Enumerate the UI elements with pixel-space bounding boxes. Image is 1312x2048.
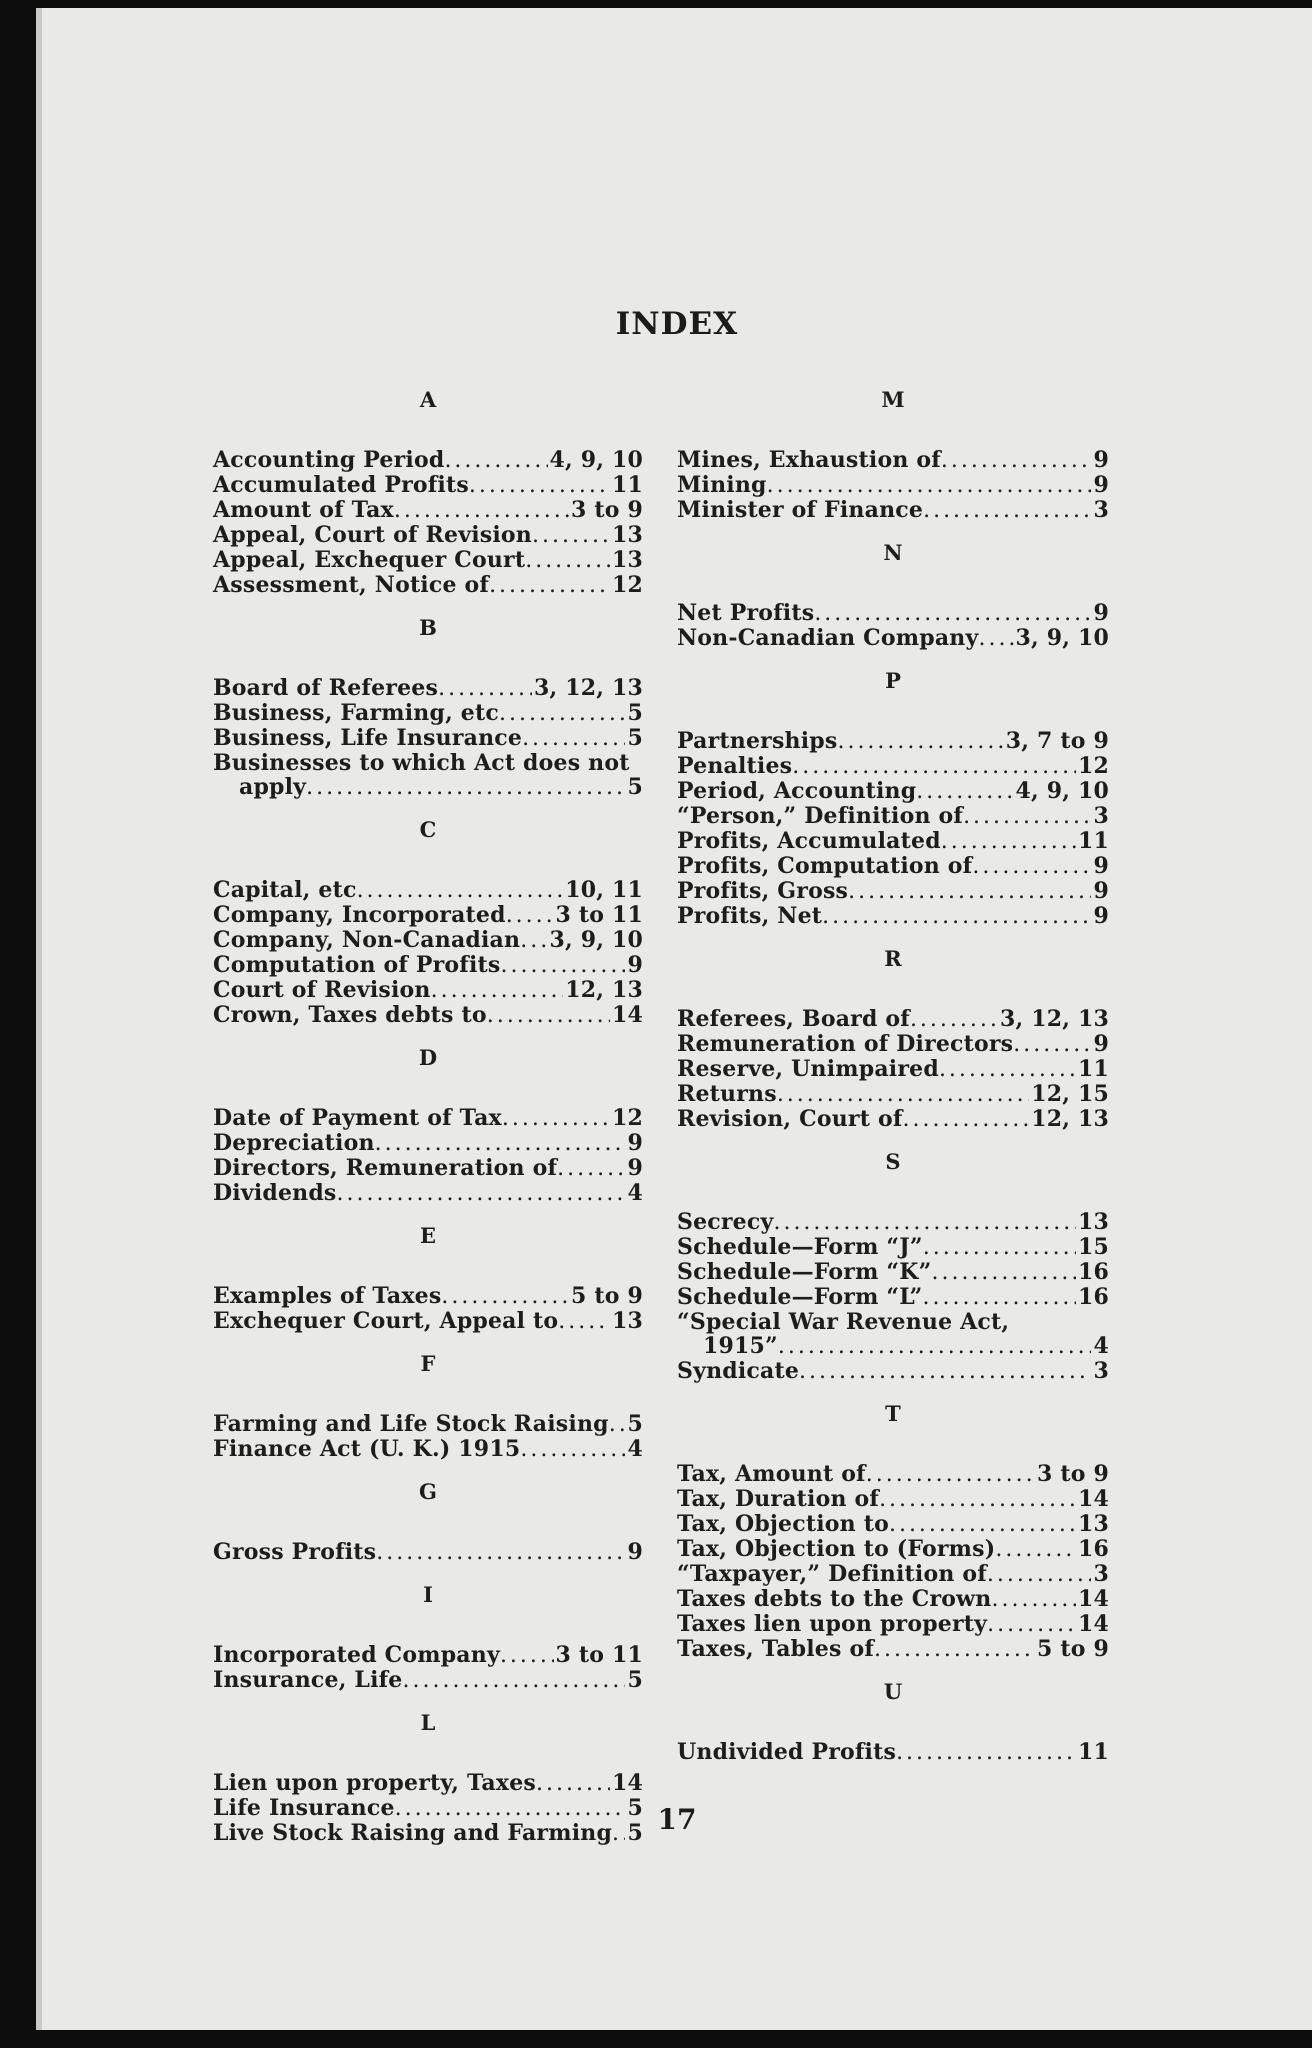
entry-pages: 12 bbox=[611, 572, 643, 598]
index-section-r bbox=[677, 947, 1109, 1132]
entry-pages: 14 bbox=[611, 1002, 643, 1028]
entry-text: Exchequer Court, Appeal to bbox=[213, 1308, 559, 1334]
entry-text: Taxes lien upon property bbox=[677, 1611, 988, 1637]
dot-leader bbox=[431, 979, 564, 1003]
index-entry bbox=[677, 754, 1109, 779]
document-page bbox=[36, 8, 1312, 2030]
index-entry bbox=[213, 548, 643, 573]
entry-continuation bbox=[213, 775, 643, 800]
page-title: INDEX bbox=[615, 306, 739, 342]
index-entry bbox=[677, 1007, 1109, 1032]
index-entry bbox=[677, 729, 1109, 754]
index-entry bbox=[677, 1235, 1109, 1260]
entry-pages: 5 bbox=[627, 1411, 643, 1437]
entry-pages: 9 bbox=[1093, 1031, 1109, 1057]
dot-leader bbox=[532, 524, 610, 548]
dot-leader bbox=[837, 730, 1003, 754]
index-entry bbox=[213, 573, 643, 598]
dot-leader bbox=[972, 855, 1091, 879]
index-entry bbox=[213, 1643, 643, 1668]
dot-leader bbox=[502, 1107, 610, 1131]
entry-pages: 15 bbox=[1077, 1234, 1109, 1260]
index-section-g bbox=[213, 1480, 643, 1565]
index-entry bbox=[213, 1412, 643, 1437]
entry-continuation bbox=[677, 1334, 1109, 1359]
dot-leader bbox=[558, 1310, 610, 1334]
dot-leader bbox=[441, 1285, 569, 1309]
entry-pages: 3 to 11 bbox=[555, 902, 643, 928]
entry-text: Dividends bbox=[213, 1180, 337, 1206]
dot-leader bbox=[438, 677, 532, 701]
dot-leader bbox=[489, 574, 610, 598]
index-entry bbox=[213, 928, 643, 953]
entry-pages: 13 bbox=[611, 547, 643, 573]
entry-text: Reserve, Unimpaired bbox=[677, 1056, 939, 1082]
index-section-a bbox=[213, 388, 643, 598]
index-entry bbox=[677, 1057, 1109, 1082]
page-number: 17 bbox=[657, 1803, 697, 1836]
entry-text: Appeal, Court of Revision bbox=[213, 522, 532, 548]
dot-leader bbox=[889, 1513, 1076, 1537]
entry-pages: 5 bbox=[627, 1795, 643, 1821]
entry-pages: 9 bbox=[627, 1155, 643, 1181]
entry-text: “Special War Revenue Act, bbox=[677, 1309, 1010, 1335]
index-column-right bbox=[677, 388, 1109, 1765]
index-entry bbox=[677, 1612, 1109, 1637]
section-letter: R bbox=[884, 946, 902, 971]
dot-leader bbox=[777, 1083, 1029, 1107]
dot-leader bbox=[557, 1157, 625, 1181]
entry-pages: 5 to 9 bbox=[1037, 1636, 1109, 1662]
entry-text: Live Stock Raising and Farming bbox=[213, 1820, 613, 1846]
index-column-left bbox=[213, 388, 643, 1846]
dot-leader bbox=[500, 954, 625, 978]
dot-leader bbox=[916, 780, 1013, 804]
entry-text: Incorporated Company bbox=[213, 1642, 500, 1668]
entry-text: Returns bbox=[677, 1081, 777, 1107]
entry-text-continued: apply bbox=[239, 774, 307, 800]
index-entry bbox=[677, 1082, 1109, 1107]
entry-text: Depreciation bbox=[213, 1130, 375, 1156]
dot-leader bbox=[995, 1538, 1076, 1562]
index-entry bbox=[213, 1106, 643, 1131]
section-letter: D bbox=[418, 1045, 438, 1070]
entry-pages: 11 bbox=[1077, 1056, 1109, 1082]
entry-pages: 12, 13 bbox=[1031, 1106, 1109, 1132]
index-entry bbox=[213, 751, 643, 800]
index-entry bbox=[677, 779, 1109, 804]
entry-text: Date of Payment of Tax bbox=[213, 1105, 502, 1131]
entry-pages: 12, 13 bbox=[565, 977, 643, 1003]
section-letter: F bbox=[420, 1351, 436, 1376]
dot-leader bbox=[910, 1008, 998, 1032]
entry-text: Life Insurance bbox=[213, 1795, 395, 1821]
entry-pages: 16 bbox=[1077, 1284, 1109, 1310]
index-entry bbox=[213, 1309, 643, 1334]
entry-pages: 13 bbox=[1077, 1511, 1109, 1537]
index-entry bbox=[213, 498, 643, 523]
entry-text: Farming and Life Stock Raising bbox=[213, 1411, 609, 1437]
index-entry bbox=[677, 1537, 1109, 1562]
index-entry bbox=[677, 1285, 1109, 1310]
entry-text: Crown, Taxes debts to bbox=[213, 1002, 487, 1028]
entry-text: Minister of Finance bbox=[677, 497, 924, 523]
entry-pages: 5 bbox=[627, 774, 643, 800]
section-letter: S bbox=[885, 1149, 901, 1174]
section-letter: P bbox=[885, 668, 901, 693]
entry-text: Computation of Profits bbox=[213, 952, 501, 978]
dot-leader bbox=[394, 499, 569, 523]
index-entry bbox=[677, 448, 1109, 473]
index-section-s bbox=[677, 1150, 1109, 1384]
entry-pages: 3 bbox=[1093, 497, 1109, 523]
entry-text: Period, Accounting bbox=[677, 778, 917, 804]
entry-text: Revision, Court of bbox=[677, 1106, 903, 1132]
dot-leader bbox=[879, 1488, 1076, 1512]
entry-pages: 5 bbox=[627, 700, 643, 726]
dot-leader bbox=[923, 1286, 1076, 1310]
dot-leader bbox=[375, 1132, 626, 1156]
entry-text: Accounting Period bbox=[213, 447, 445, 473]
entry-pages: 14 bbox=[1077, 1586, 1109, 1612]
index-section-b bbox=[213, 616, 643, 800]
entry-text: Company, Non-Canadian bbox=[213, 927, 521, 953]
entry-pages: 4 bbox=[1093, 1333, 1109, 1359]
dot-leader bbox=[866, 1463, 1035, 1487]
entry-pages: 5 to 9 bbox=[571, 1283, 643, 1309]
entry-pages: 9 bbox=[1093, 447, 1109, 473]
index-entry bbox=[677, 1359, 1109, 1384]
index-entry bbox=[677, 1310, 1109, 1359]
entry-text: Appeal, Exchequer Court bbox=[213, 547, 526, 573]
dot-leader bbox=[487, 1004, 610, 1028]
entry-text: Accumulated Profits bbox=[213, 472, 469, 498]
dot-leader bbox=[609, 1413, 626, 1437]
dot-leader bbox=[499, 702, 626, 726]
section-letter: M bbox=[881, 387, 905, 412]
entry-text: Court of Revision bbox=[213, 977, 431, 1003]
section-letter: C bbox=[419, 817, 437, 842]
index-section-e bbox=[213, 1224, 643, 1334]
entry-pages: 3 bbox=[1093, 1358, 1109, 1384]
dot-leader bbox=[978, 627, 1013, 651]
index-entry bbox=[213, 878, 643, 903]
dot-leader bbox=[923, 499, 1091, 523]
entry-pages: 4 bbox=[627, 1180, 643, 1206]
index-entry bbox=[677, 854, 1109, 879]
index-entry bbox=[677, 1637, 1109, 1662]
entry-pages: 3 to 9 bbox=[1037, 1461, 1109, 1487]
entry-pages: 9 bbox=[627, 1539, 643, 1565]
entry-text: Lien upon property, Taxes bbox=[213, 1770, 536, 1796]
entry-pages: 12 bbox=[611, 1105, 643, 1131]
index-entry bbox=[213, 978, 643, 1003]
dot-leader bbox=[987, 1563, 1092, 1587]
entry-text: Net Profits bbox=[677, 600, 815, 626]
dot-leader bbox=[814, 602, 1091, 626]
entry-text: Penalties bbox=[677, 753, 793, 779]
entry-text: Examples of Taxes bbox=[213, 1283, 442, 1309]
entry-text: Mines, Exhaustion of bbox=[677, 447, 941, 473]
dot-leader bbox=[799, 1360, 1091, 1384]
section-letter: A bbox=[419, 387, 437, 412]
entry-text: Capital, etc bbox=[213, 877, 357, 903]
index-entry bbox=[677, 1260, 1109, 1285]
dot-leader bbox=[941, 830, 1076, 854]
index-entry bbox=[677, 1562, 1109, 1587]
entry-pages: 16 bbox=[1077, 1536, 1109, 1562]
dot-leader bbox=[522, 727, 625, 751]
dot-leader bbox=[767, 474, 1092, 498]
entry-pages: 9 bbox=[1093, 472, 1109, 498]
index-entry bbox=[213, 1771, 643, 1796]
index-entry bbox=[213, 701, 643, 726]
index-entry bbox=[213, 903, 643, 928]
entry-pages: 5 bbox=[627, 1667, 643, 1693]
entry-pages: 13 bbox=[1077, 1209, 1109, 1235]
entry-text: Profits, Accumulated bbox=[677, 828, 941, 854]
entry-text: Secrecy bbox=[677, 1209, 774, 1235]
index-entry bbox=[677, 1032, 1109, 1057]
index-section-i bbox=[213, 1583, 643, 1693]
entry-pages: 11 bbox=[611, 472, 643, 498]
index-section-u bbox=[677, 1680, 1109, 1765]
dot-leader bbox=[357, 879, 564, 903]
index-entry bbox=[213, 473, 643, 498]
entry-text: Partnerships bbox=[677, 728, 838, 754]
entry-pages: 4, 9, 10 bbox=[1015, 778, 1109, 804]
entry-pages: 14 bbox=[611, 1770, 643, 1796]
dot-leader bbox=[520, 929, 547, 953]
entry-text: Tax, Amount of bbox=[677, 1461, 866, 1487]
index-entry bbox=[213, 953, 643, 978]
entry-pages: 16 bbox=[1077, 1259, 1109, 1285]
index-entry bbox=[213, 1437, 643, 1462]
entry-pages: 12 bbox=[1077, 753, 1109, 779]
entry-text: Assessment, Notice of bbox=[213, 572, 490, 598]
entry-text: Undivided Profits bbox=[677, 1739, 897, 1765]
index-entry bbox=[213, 1131, 643, 1156]
entry-text: Insurance, Life bbox=[213, 1667, 403, 1693]
section-letter: E bbox=[419, 1223, 436, 1248]
index-section-d bbox=[213, 1046, 643, 1206]
entry-pages: 4, 9, 10 bbox=[549, 447, 643, 473]
entry-text: “Taxpayer,” Definition of bbox=[677, 1561, 987, 1587]
dot-leader bbox=[822, 905, 1091, 929]
index-section-t bbox=[677, 1402, 1109, 1662]
index-section-f bbox=[213, 1352, 643, 1462]
dot-leader bbox=[902, 1108, 1029, 1132]
index-entry bbox=[677, 601, 1109, 626]
index-entry bbox=[677, 1462, 1109, 1487]
index-section-m bbox=[677, 388, 1109, 523]
index-entry bbox=[677, 626, 1109, 651]
dot-leader bbox=[469, 474, 610, 498]
entry-text: Tax, Objection to (Forms) bbox=[677, 1536, 996, 1562]
entry-pages: 12, 15 bbox=[1031, 1081, 1109, 1107]
dot-leader bbox=[931, 1261, 1076, 1285]
index-entry bbox=[213, 448, 643, 473]
entry-text: Tax, Objection to bbox=[677, 1511, 889, 1537]
entry-text: Schedule—Form “K” bbox=[677, 1259, 932, 1285]
index-entry bbox=[677, 1512, 1109, 1537]
entry-pages: 13 bbox=[611, 1308, 643, 1334]
entry-text: Profits, Computation of bbox=[677, 853, 973, 879]
entry-pages: 14 bbox=[1077, 1486, 1109, 1512]
dot-leader bbox=[939, 1058, 1076, 1082]
entry-text: Business, Farming, etc bbox=[213, 700, 499, 726]
index-entry bbox=[213, 1156, 643, 1181]
entry-text: Board of Referees bbox=[213, 675, 439, 701]
dot-leader bbox=[941, 449, 1092, 473]
entry-text: Finance Act (U. K.) 1915 bbox=[213, 1436, 521, 1462]
entry-text: “Person,” Definition of bbox=[677, 803, 964, 829]
dot-leader bbox=[337, 1182, 626, 1206]
entry-pages: 11 bbox=[1077, 828, 1109, 854]
entry-text: Schedule—Form “L” bbox=[677, 1284, 923, 1310]
index-entry bbox=[213, 726, 643, 751]
entry-pages: 9 bbox=[627, 952, 643, 978]
entry-pages: 3, 9, 10 bbox=[549, 927, 643, 953]
entry-pages: 10, 11 bbox=[565, 877, 643, 903]
entry-pages: 4 bbox=[627, 1436, 643, 1462]
dot-leader bbox=[376, 1541, 625, 1565]
section-letter: L bbox=[420, 1710, 436, 1735]
dot-leader bbox=[1013, 1033, 1091, 1057]
index-entry bbox=[213, 1540, 643, 1565]
section-letter: B bbox=[419, 615, 437, 640]
index-entry bbox=[213, 523, 643, 548]
entry-pages: 9 bbox=[1093, 903, 1109, 929]
index-entry bbox=[677, 1107, 1109, 1132]
dot-leader bbox=[403, 1669, 626, 1693]
index-entry bbox=[677, 498, 1109, 523]
index-entry bbox=[677, 1587, 1109, 1612]
index-entry bbox=[213, 1181, 643, 1206]
entry-pages: 5 bbox=[627, 725, 643, 751]
entry-text: Referees, Board of bbox=[677, 1006, 910, 1032]
index-entry bbox=[213, 1668, 643, 1693]
index-entry bbox=[677, 904, 1109, 929]
entry-pages: 3, 9, 10 bbox=[1015, 625, 1109, 651]
index-section-n bbox=[677, 541, 1109, 651]
index-entry bbox=[213, 676, 643, 701]
entry-text: Gross Profits bbox=[213, 1539, 377, 1565]
dot-leader bbox=[923, 1236, 1076, 1260]
entry-text: Mining bbox=[677, 472, 767, 498]
entry-text: Taxes, Tables of bbox=[677, 1636, 874, 1662]
dot-leader bbox=[306, 776, 625, 800]
section-letter: G bbox=[419, 1479, 437, 1504]
entry-text: Amount of Tax bbox=[213, 497, 394, 523]
index-entry bbox=[213, 1284, 643, 1309]
entry-pages: 3 bbox=[1093, 1561, 1109, 1587]
entry-text: Non-Canadian Company bbox=[677, 625, 979, 651]
section-letter: N bbox=[883, 540, 903, 565]
index-entry bbox=[677, 1740, 1109, 1765]
entry-text: Profits, Net bbox=[677, 903, 823, 929]
entry-pages: 5 bbox=[627, 1820, 643, 1846]
section-letter: I bbox=[423, 1582, 433, 1607]
dot-leader bbox=[792, 755, 1076, 779]
index-entry bbox=[677, 1210, 1109, 1235]
entry-pages: 14 bbox=[1077, 1611, 1109, 1637]
entry-text: Directors, Remuneration of bbox=[213, 1155, 558, 1181]
entry-pages: 3 to 11 bbox=[555, 1642, 643, 1668]
index-entry bbox=[677, 473, 1109, 498]
entry-text: Syndicate bbox=[677, 1358, 800, 1384]
entry-text: Business, Life Insurance bbox=[213, 725, 523, 751]
dot-leader bbox=[963, 805, 1091, 829]
entry-pages: 3, 7 to 9 bbox=[1005, 728, 1109, 754]
entry-pages: 13 bbox=[611, 522, 643, 548]
entry-pages: 3 to 9 bbox=[571, 497, 643, 523]
section-letter: T bbox=[885, 1401, 901, 1426]
dot-leader bbox=[500, 1644, 554, 1668]
entry-text: Profits, Gross bbox=[677, 878, 849, 904]
entry-text: Businesses to which Act does not bbox=[213, 750, 630, 776]
dot-leader bbox=[520, 1438, 625, 1462]
entry-pages: 3 bbox=[1093, 803, 1109, 829]
section-letter: U bbox=[883, 1679, 903, 1704]
entry-pages: 3, 12, 13 bbox=[534, 675, 643, 701]
entry-pages: 9 bbox=[1093, 853, 1109, 879]
entry-text: Schedule—Form “J” bbox=[677, 1234, 923, 1260]
dot-leader bbox=[536, 1772, 610, 1796]
dot-leader bbox=[773, 1211, 1076, 1235]
index-entry bbox=[677, 804, 1109, 829]
index-section-c bbox=[213, 818, 643, 1028]
dot-leader bbox=[896, 1741, 1076, 1765]
dot-leader bbox=[987, 1613, 1076, 1637]
dot-leader bbox=[991, 1588, 1076, 1612]
entry-text: Remuneration of Directors bbox=[677, 1031, 1014, 1057]
index-section-p bbox=[677, 669, 1109, 929]
dot-leader bbox=[444, 449, 547, 473]
dot-leader bbox=[874, 1638, 1035, 1662]
entry-pages: 9 bbox=[1093, 600, 1109, 626]
dot-leader bbox=[525, 549, 610, 573]
entry-pages: 9 bbox=[1093, 878, 1109, 904]
dot-leader bbox=[848, 880, 1091, 904]
index-entry bbox=[213, 1003, 643, 1028]
dot-leader bbox=[506, 904, 554, 928]
entry-pages: 3, 12, 13 bbox=[1000, 1006, 1109, 1032]
entry-pages: 11 bbox=[1077, 1739, 1109, 1765]
index-entry bbox=[677, 879, 1109, 904]
entry-text-continued: 1915” bbox=[703, 1333, 778, 1359]
entry-text: Taxes debts to the Crown bbox=[677, 1586, 992, 1612]
dot-leader bbox=[778, 1335, 1092, 1359]
index-entry bbox=[677, 1487, 1109, 1512]
entry-text: Tax, Duration of bbox=[677, 1486, 880, 1512]
entry-pages: 9 bbox=[627, 1130, 643, 1156]
index-entry bbox=[677, 829, 1109, 854]
entry-text: Company, Incorporated bbox=[213, 902, 506, 928]
